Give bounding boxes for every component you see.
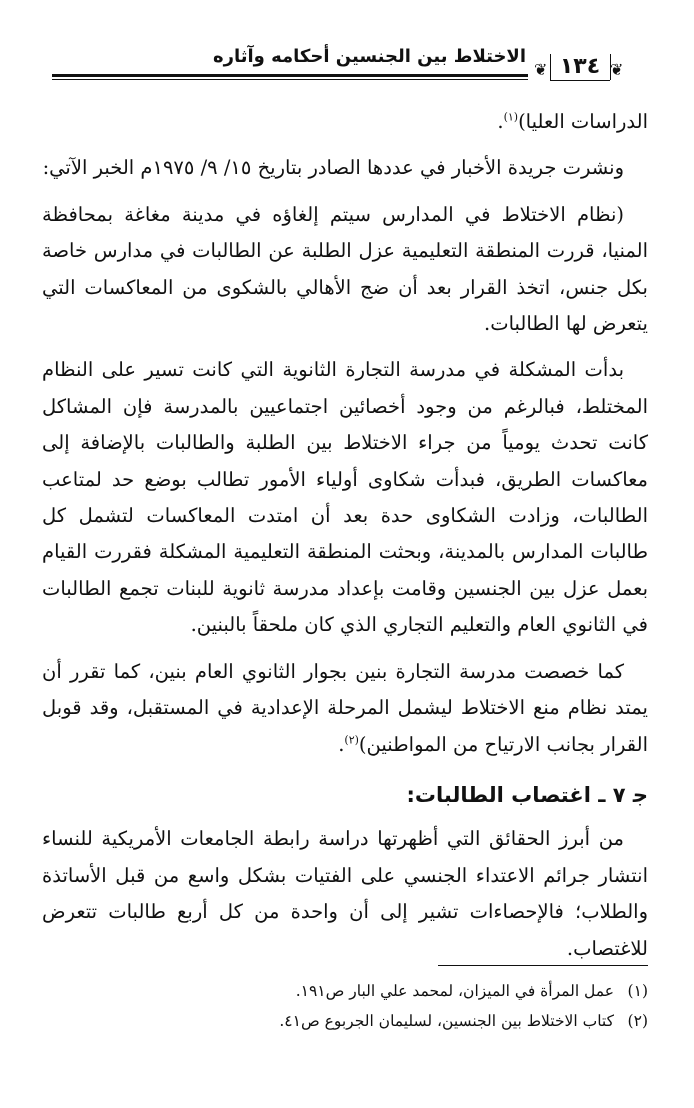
page-number: ١٣٤ [559, 54, 601, 79]
footnote-separator [438, 965, 648, 966]
page-number-frame [534, 50, 624, 86]
main-text [42, 104, 648, 977]
header-rule [52, 74, 528, 77]
paragraph-3: (نظام الاختلاط في المدارس سيتم إلغاؤه في مدينة مغاغة بمحافظة المنيا، قررت المنطقة التعليمية عزل الطلبة عن الطالبات في مدارس خاصة بكل جنس، اتخذ القرار بعد أن ضج الأهالي بالشكوى من المعاكسات التي يتعرض لها الطالبات. [42, 202, 648, 336]
footnote-ref-2: (٢) [344, 733, 359, 746]
header-rule-thin [52, 79, 528, 80]
footnote-2-number: (٢) [627, 1012, 648, 1030]
paragraph-5-end: . [338, 732, 345, 756]
paragraph-1 [42, 104, 648, 140]
footnote-1-text: عمل المرأة في الميزان، لمحمد علي البار ص١٩١. [295, 982, 614, 1000]
ornament-right-icon: ❦ [610, 60, 624, 79]
paragraph-5 [42, 654, 648, 763]
ornament-left-icon: ❦ [534, 60, 548, 79]
footnote-1 [42, 976, 648, 1006]
paragraph-4: بدأت المشكلة في مدرسة التجارة الثانوية التي كانت تسير على النظام المختلط، فبالرغم من وجود أخصائين اجتماعيين بالمدرسة فإن المشاكل كانت تحدث يومياً من جراء الاختلاط بين الطلبة والطالبات بالإضافة إلى معاكسات الطريق، فبدأت شكاوى أولياء الأمور تطالب بوضع حد لمتاعب الطالبات، وزادت الشكاوى حدة بعد أن امتدت المعاكسات لتشمل كل طالبات المدارس بالمدينة، وبحثت المنطقة التعليمية المشكلة فقررت القيام بعمل عزل بين الجنسين وقامت بإعداد مدرسة ثانوية للبنات تجمع الطالبات في الثانوي العام والتعليم التجاري الذي كان ملحقاً بالبنين. [42, 358, 648, 637]
footnote-2 [42, 1006, 648, 1036]
running-title: الاختلاط بين الجنسين أحكامه وآثاره [212, 46, 526, 67]
footnote-ref-1: (١) [503, 110, 519, 124]
footnote-1-number: (١) [627, 982, 648, 1000]
page-number-frame-base [550, 80, 610, 81]
page-header [34, 44, 646, 90]
footnote-2-text: كتاب الاختلاط بين الجنسين، لسليمان الجربوع ص٤١. [279, 1012, 614, 1030]
paragraph-1-end: . [497, 110, 504, 133]
paragraph-6: من أبرز الحقائق التي أظهرتها دراسة رابطة الجامعات الأمريكية للنساء انتشار جرائم الاعتداء الجنسي على الفتيات بشكل واسع من قبل الأساتذة والطلاب؛ فالإحصاءات تشير إلى أن واحدة من كل أربع طالبات تتعرض للاغتصاب. [42, 827, 648, 960]
section-heading: ﺟ ٧ ـ اغتصاب الطالبات: [406, 782, 648, 807]
paragraph-5-text: كما خصصت مدرسة التجارة بنين بجوار الثانوي العام بنين، كما تقرر أن يمتد نظام منع الاختلاط ليشمل المرحلة الإعدادية في المستقبل، وقد قوبل القرار بجانب الارتياح من المواطنين) [42, 659, 648, 756]
page-number-frame-left [550, 54, 551, 80]
paragraph-2: ونشرت جريدة الأخبار في عددها الصادر بتاريخ ١٥/ ٩/ ١٩٧٥م الخبر الآتي: [42, 156, 624, 180]
paragraph-1-text: الدراسات العليا) [518, 110, 648, 133]
footnotes [42, 976, 648, 1036]
